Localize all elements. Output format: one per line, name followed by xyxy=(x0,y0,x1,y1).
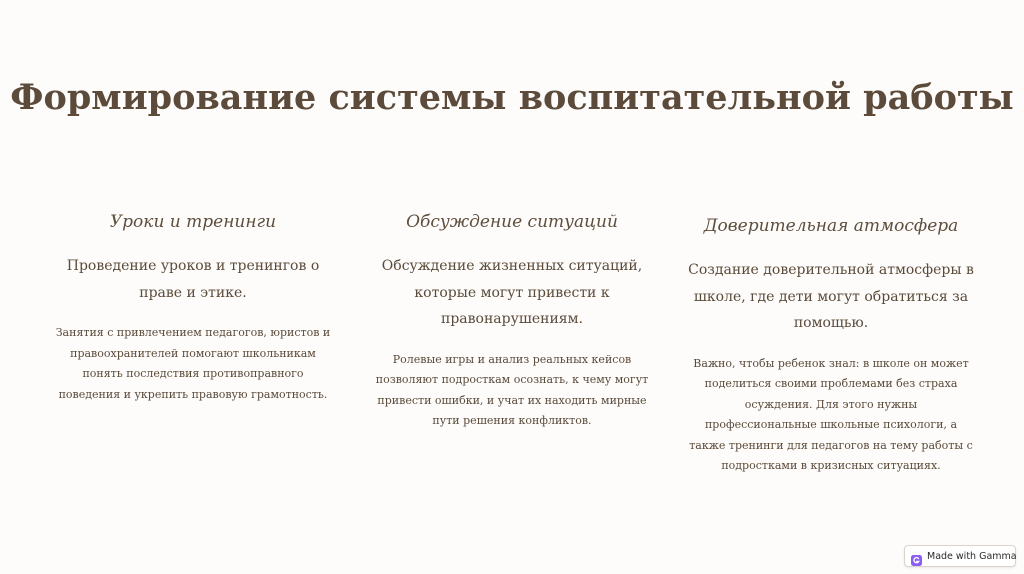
column-discussion xyxy=(367,210,657,432)
page-title: Формирование системы воспитательной работы xyxy=(10,77,1014,118)
column-detail-text: Ролевые игры и анализ реальных кейсов позволяют подросткам осознать, к чему могут привести ошибки, и учат их находить мирные пути решения конфликтов. xyxy=(375,352,649,427)
badge-label: Made with Gamma xyxy=(927,550,1017,562)
gamma-logo-icon xyxy=(911,551,922,562)
column-lead-text: Проведение уроков и тренингов о праве и этике. xyxy=(66,258,320,301)
column-heading: Доверительная атмосфера xyxy=(703,216,959,236)
column-lead-text: Создание доверительной атмосферы в школе, где дети могут обратиться за помощью. xyxy=(688,262,974,331)
made-with-gamma-badge[interactable] xyxy=(904,545,1016,567)
column-atmosphere xyxy=(688,214,974,477)
column-detail-text: Важно, чтобы ребенок знал: в школе он может поделиться своими проблемами без страха осуждения. Для этого нужны профессиональные школьные психологи, а также тренинги для педагогов на тему работы с подростками в кризисных ситуациях. xyxy=(689,356,973,472)
column-heading: Обсуждение ситуаций xyxy=(406,212,618,232)
column-lead-text: Обсуждение жизненных ситуаций, которые могут привести к правонарушениям. xyxy=(381,258,643,327)
column-detail-text: Занятия с привлечением педагогов, юристов и правоохранителей помогают школьникам понять последствия противоправного поведения и укрепить правовую грамотность. xyxy=(55,326,331,401)
column-lessons xyxy=(50,210,336,405)
column-heading: Уроки и тренинги xyxy=(109,212,277,232)
